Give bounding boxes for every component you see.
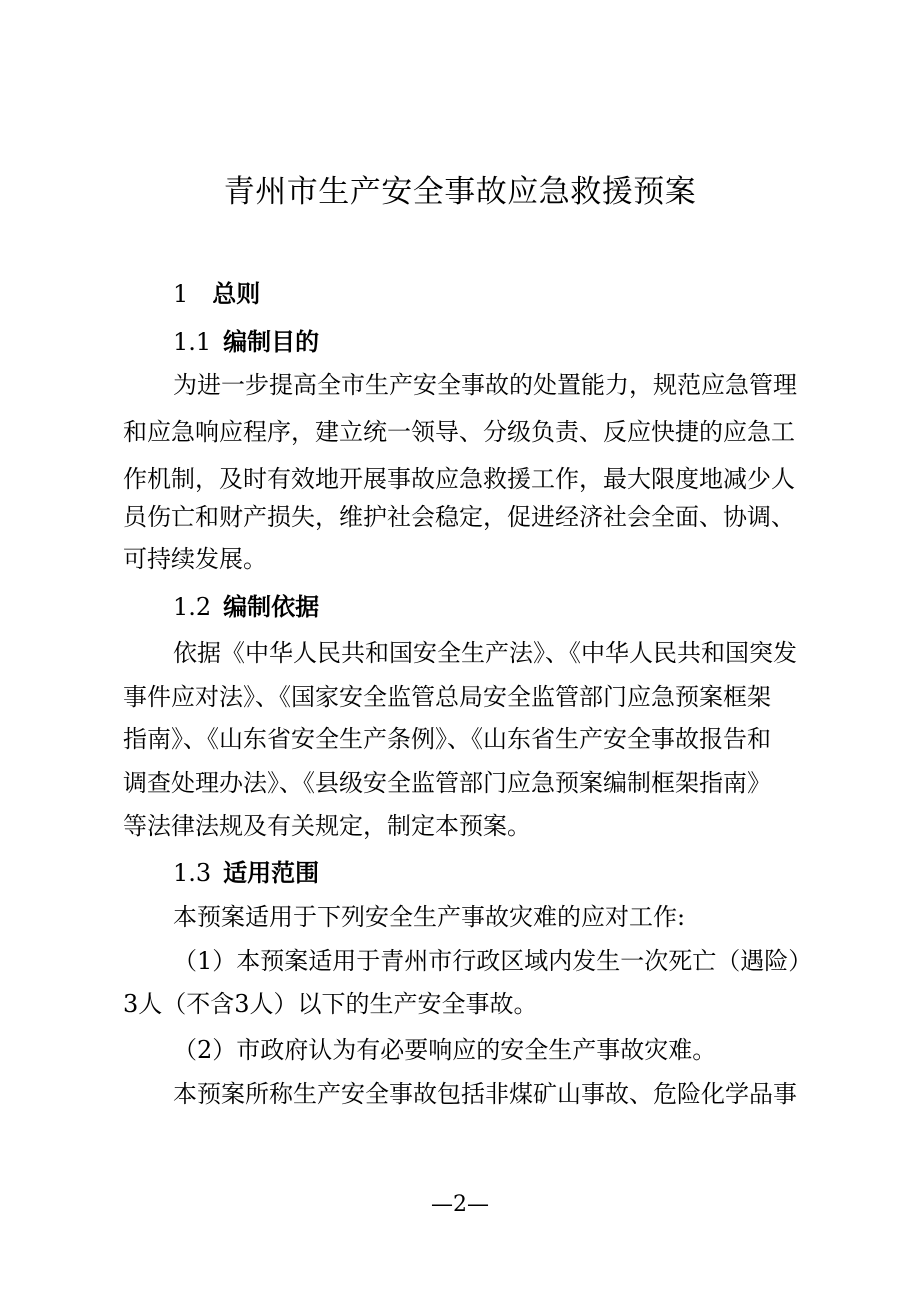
paragraph-line: 员伤亡和财产损失，维护社会稳定，促进经济社会全面、协调、 [123,503,795,531]
section-title: 适用范围 [223,859,320,887]
paragraph-line: （2）市政府认为有必要响应的安全生产事故灾难。 [173,1036,717,1064]
section-number: 1.3 [173,859,212,887]
section-heading-1-3 [173,856,319,890]
section-title: 总则 [212,280,261,308]
section-number: 1.2 [173,593,212,621]
paragraph-line: 等法律法规及有关规定，制定本预案。 [123,812,531,840]
paragraph-line: 事件应对法》、《国家安全监管总局安全监管部门应急预案框架 [123,683,771,711]
paragraph-line: 3人（不含3人）以下的生产安全事故。 [123,990,538,1018]
document-title: 青州市生产安全事故应急救援预案 [223,174,697,210]
paragraph-line: 依据《中华人民共和国安全生产法》、《中华人民共和国突发 [173,639,797,667]
section-title: 编制目的 [223,328,320,356]
section-title: 编制依据 [223,593,320,621]
paragraph-line: 本预案适用于下列安全生产事故灾难的应对工作: [173,903,686,931]
paragraph-line: 为进一步提高全市生产安全事故的处置能力，规范应急管理 [173,371,797,399]
paragraph-line: 可持续发展。 [123,545,267,573]
paragraph-line: 本预案所称生产安全事故包括非煤矿山事故、危险化学品事 [173,1080,797,1108]
paragraph-line: 指南》、《山东省安全生产条例》、《山东省生产安全事故报告和 [123,725,771,753]
section-number: 1.1 [173,328,212,356]
page-number: —2— [431,1192,489,1217]
paragraph-line: 调查处理办法》、《县级安全监管部门应急预案编制框架指南》 [123,769,771,797]
paragraph-line: 和应急响应程序，建立统一领导、分级负责、反应快捷的应急工 [123,418,795,446]
section-heading-1 [173,277,260,311]
section-number: 1 [173,280,189,308]
paragraph-line: （1）本预案适用于青州市行政区域内发生一次死亡（遇险） [173,947,813,975]
paragraph-line: 作机制，及时有效地开展事故应急救援工作，最大限度地减少人 [123,465,795,493]
section-heading-1-2 [173,590,319,624]
section-heading-1-1 [173,325,319,359]
